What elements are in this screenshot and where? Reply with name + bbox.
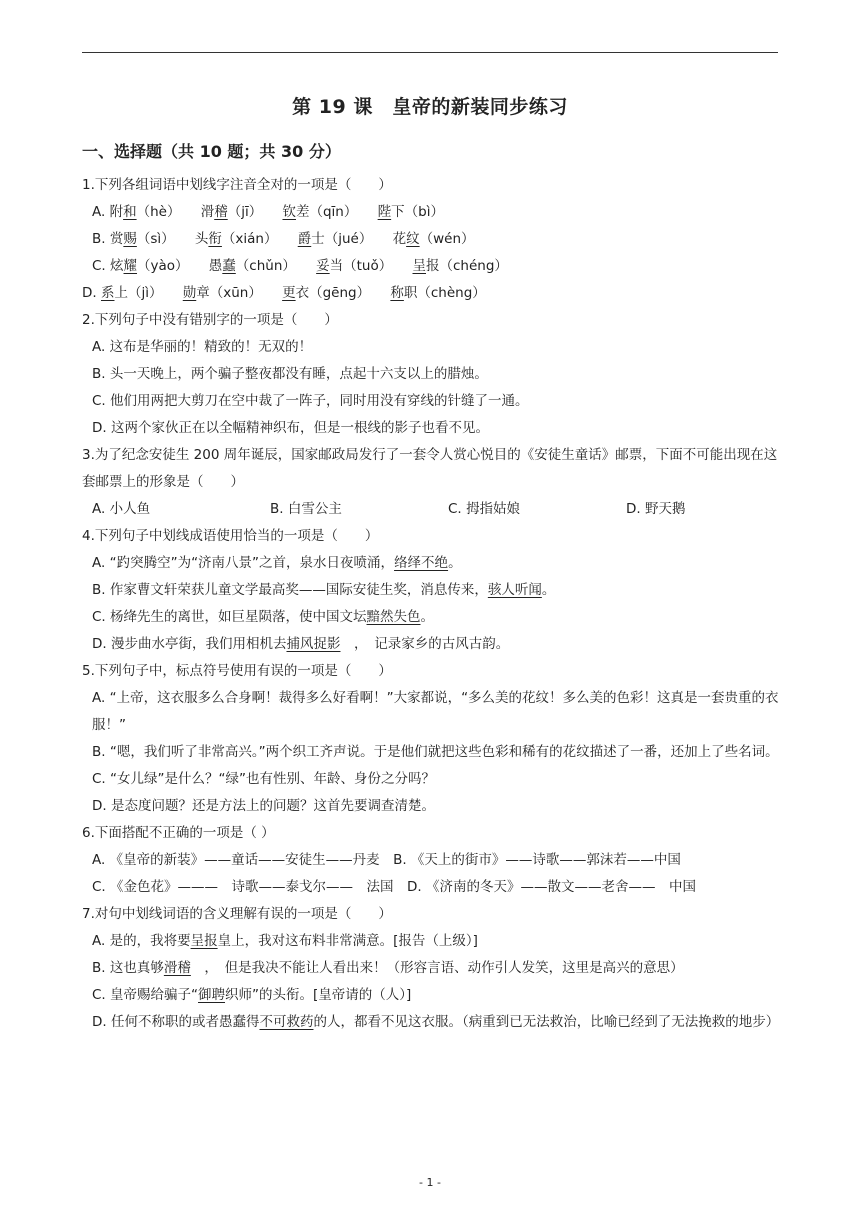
option-item: C. 《金色花》——— 诗歌——泰戈尔—— 法国 D. 《济南的冬天》——散文——老舍—— 中国 [92,879,696,895]
question-stem: 1.下列各组词语中划线字注音全对的一项是（ ） [82,177,392,193]
option-item: A. 是的，我将要呈报皇上，我对这布料非常满意。[报告（上级）] [92,933,478,949]
option-item: A. 《皇帝的新装》——童话——安徒生——丹麦 B. 《天上的街市》——诗歌——郭沫若——中国 [92,852,681,868]
option-item: B. “嗯，我们听了非常高兴。”两个织工齐声说。于是他们就把这些色彩和稀有的花纹描述了一番，还加上了些名词。 [92,744,779,760]
option-item: D. 这两个家伙正在以全幅精神织布，但是一根线的影子也看不见。 [92,420,489,436]
question-stem: 7.对句中划线词语的含义理解有误的一项是（ ） [82,906,392,922]
option-item: A. “上帝，这衣服多么合身啊！裁得多么好看啊！”大家都说，“多么美的花纹！多么美的色彩！这真是一套贵重的衣服！” [92,690,779,733]
option-item: D. 任何不称职的或者愚蠢得不可救药的人，都看不见这衣服。（病重到已无法救治，比喻已经到了无法挽救的地步） [92,1014,780,1030]
question-stem: 3.为了纪念安徒生 200 周年诞辰，国家邮政局发行了一套令人赏心悦目的《安徒生童话》邮票，下面不可能出现在这套邮票上的形象是（ ） [82,447,778,490]
page-number: - 1 - [419,1176,441,1189]
question-stem: 4.下列句子中划线成语使用恰当的一项是（ ） [82,528,379,544]
option-item: A. 这布是华丽的！精致的！无双的！ [92,339,313,355]
question-stem: 6.下面搭配不正确的一项是（ ） [82,825,275,841]
question-list [82,172,782,1036]
option-item: C. “女儿绿”是什么？“绿”也有性别、年龄、身份之分吗？ [92,771,435,787]
option-item: D. 野天鹅 [626,501,686,517]
header-rule [82,52,778,53]
option-item: C. 他们用两把大剪刀在空中裁了一阵子，同时用没有穿线的针缝了一通。 [92,393,529,409]
option-item: A. “趵突腾空”为“济南八景”之首，泉水日夜喷涌，络绎不绝。 [92,555,462,571]
option-item: D. 系上（jì） 勋章（xūn） 更衣（gēng） 称职（chèng） [82,285,486,301]
page-title: 第 19 课 皇帝的新装同步练习 [292,96,568,118]
section-heading: 一、选择题（共 10 题；共 30 分） [82,142,341,161]
option-item: B. 这也真够滑稽 ， 但是我决不能让人看出来！（形容言语、动作引人发笑，这里是高兴的意思） [92,960,684,976]
option-item: B. 作家曹文轩荣获儿童文学最高奖——国际安徒生奖，消息传来，骇人听闻。 [92,582,556,598]
option-item: B. 赏赐（sì） 头衔（xián） 爵士（jué） 花纹（wén） [92,231,475,247]
option-item: D. 是态度问题？还是方法上的问题？这首先要调查清楚。 [92,798,435,814]
option-item: D. 漫步曲水亭街，我们用相机去捕风捉影 ， 记录家乡的古风古韵。 [92,636,510,652]
option-item: C. 皇帝赐给骗子“御聘织师”的头衔。[皇帝请的（人）] [92,987,412,1003]
question-stem: 2.下列句子中没有错别字的一项是（ ） [82,312,338,328]
option-item: B. 头一天晚上，两个骗子整夜都没有睡，点起十六支以上的腊烛。 [92,366,488,382]
option-item: C. 杨绛先生的离世，如巨星陨落，使中国文坛黯然失色。 [92,609,435,625]
option-item: A. 附和（hè） 滑稽（jī） 钦差（qīn） 陛下（bì） [92,204,444,220]
option-row [82,496,782,523]
option-item: A. 小人鱼 [92,501,151,517]
question-stem: 5.下列句子中，标点符号使用有误的一项是（ ） [82,663,392,679]
option-item: B. 白雪公主 [270,501,342,517]
option-item: C. 炫耀（yào） 愚蠢（chǔn） 妥当（tuǒ） 呈报（chéng） [92,258,508,274]
option-item: C. 拇指姑娘 [448,501,521,517]
